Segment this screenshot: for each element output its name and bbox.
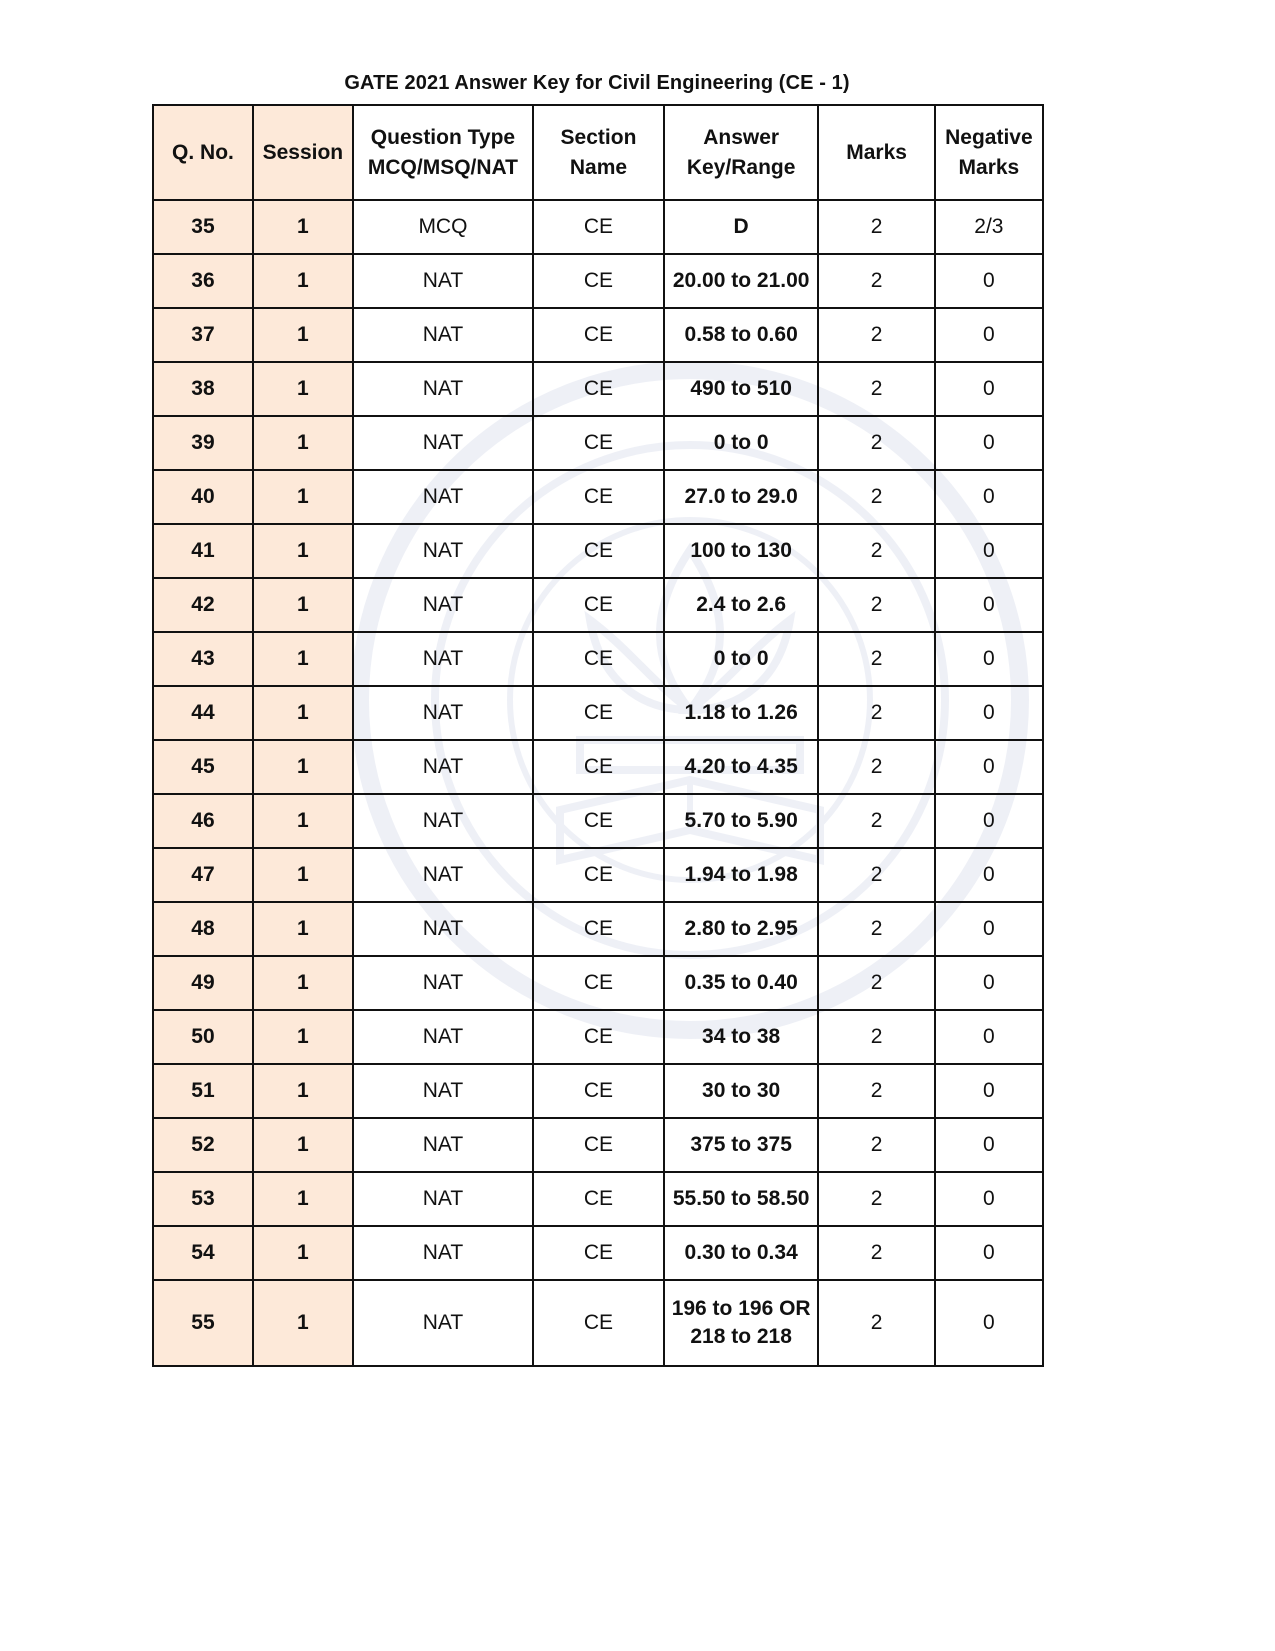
cell-negative-marks: 0 (935, 1118, 1043, 1172)
cell-session: 1 (253, 254, 353, 308)
cell-question-type: NAT (353, 308, 533, 362)
cell-question-type: NAT (353, 1010, 533, 1064)
cell-answer: 2.80 to 2.95 (664, 902, 819, 956)
cell-marks: 2 (818, 902, 934, 956)
cell-section-name: CE (533, 1226, 664, 1280)
cell-marks: 2 (818, 794, 934, 848)
cell-qno: 53 (153, 1172, 253, 1226)
cell-answer: 2.4 to 2.6 (664, 578, 819, 632)
cell-section-name: CE (533, 524, 664, 578)
cell-session: 1 (253, 794, 353, 848)
cell-question-type: NAT (353, 578, 533, 632)
cell-marks: 2 (818, 308, 934, 362)
cell-question-type: NAT (353, 632, 533, 686)
cell-question-type: NAT (353, 416, 533, 470)
cell-answer: 0 to 0 (664, 416, 819, 470)
cell-answer: 27.0 to 29.0 (664, 470, 819, 524)
cell-marks: 2 (818, 740, 934, 794)
cell-session: 1 (253, 848, 353, 902)
cell-question-type: NAT (353, 1280, 533, 1366)
cell-qno: 52 (153, 1118, 253, 1172)
cell-answer: 4.20 to 4.35 (664, 740, 819, 794)
cell-answer: D (664, 200, 819, 254)
table-row (153, 578, 1043, 632)
cell-session: 1 (253, 470, 353, 524)
cell-marks: 2 (818, 524, 934, 578)
cell-negative-marks: 0 (935, 524, 1043, 578)
cell-negative-marks: 0 (935, 902, 1043, 956)
cell-negative-marks: 0 (935, 1172, 1043, 1226)
table-row (153, 1064, 1043, 1118)
cell-negative-marks: 0 (935, 848, 1043, 902)
cell-session: 1 (253, 632, 353, 686)
cell-section-name: CE (533, 578, 664, 632)
cell-session: 1 (253, 1280, 353, 1366)
cell-negative-marks: 0 (935, 362, 1043, 416)
cell-answer: 30 to 30 (664, 1064, 819, 1118)
cell-question-type: NAT (353, 470, 533, 524)
header-marks: Marks (818, 105, 934, 200)
cell-session: 1 (253, 1226, 353, 1280)
cell-negative-marks: 0 (935, 956, 1043, 1010)
cell-negative-marks: 0 (935, 416, 1043, 470)
cell-answer: 100 to 130 (664, 524, 819, 578)
cell-marks: 2 (818, 1118, 934, 1172)
cell-section-name: CE (533, 632, 664, 686)
cell-qno: 47 (153, 848, 253, 902)
cell-section-name: CE (533, 1064, 664, 1118)
header-section-name: Section Name (533, 105, 664, 200)
cell-answer: 0 to 0 (664, 632, 819, 686)
cell-answer: 490 to 510 (664, 362, 819, 416)
cell-answer: 34 to 38 (664, 1010, 819, 1064)
cell-section-name: CE (533, 308, 664, 362)
cell-marks: 2 (818, 1172, 934, 1226)
cell-qno: 43 (153, 632, 253, 686)
header-question-type: Question Type MCQ/MSQ/NAT (353, 105, 533, 200)
cell-question-type: NAT (353, 740, 533, 794)
table-row (153, 524, 1043, 578)
cell-answer: 375 to 375 (664, 1118, 819, 1172)
cell-negative-marks: 0 (935, 794, 1043, 848)
cell-question-type: NAT (353, 1064, 533, 1118)
cell-answer: 55.50 to 58.50 (664, 1172, 819, 1226)
cell-marks: 2 (818, 1226, 934, 1280)
cell-marks: 2 (818, 416, 934, 470)
cell-qno: 49 (153, 956, 253, 1010)
cell-qno: 44 (153, 686, 253, 740)
cell-section-name: CE (533, 902, 664, 956)
cell-qno: 37 (153, 308, 253, 362)
cell-marks: 2 (818, 1010, 934, 1064)
table-row (153, 416, 1043, 470)
cell-section-name: CE (533, 470, 664, 524)
header-negative-marks: Negative Marks (935, 105, 1043, 200)
table-row (153, 902, 1043, 956)
cell-session: 1 (253, 956, 353, 1010)
table-row (153, 794, 1043, 848)
cell-marks: 2 (818, 956, 934, 1010)
cell-session: 1 (253, 1118, 353, 1172)
cell-qno: 54 (153, 1226, 253, 1280)
cell-question-type: NAT (353, 1118, 533, 1172)
cell-answer: 0.35 to 0.40 (664, 956, 819, 1010)
cell-session: 1 (253, 416, 353, 470)
cell-answer: 20.00 to 21.00 (664, 254, 819, 308)
cell-section-name: CE (533, 1172, 664, 1226)
cell-negative-marks: 0 (935, 740, 1043, 794)
cell-qno: 46 (153, 794, 253, 848)
cell-question-type: NAT (353, 1226, 533, 1280)
table-row (153, 308, 1043, 362)
table-row (153, 200, 1043, 254)
cell-negative-marks: 0 (935, 1010, 1043, 1064)
cell-question-type: NAT (353, 686, 533, 740)
cell-qno: 55 (153, 1280, 253, 1366)
cell-marks: 2 (818, 632, 934, 686)
cell-qno: 35 (153, 200, 253, 254)
cell-qno: 51 (153, 1064, 253, 1118)
cell-section-name: CE (533, 848, 664, 902)
cell-negative-marks: 0 (935, 254, 1043, 308)
cell-marks: 2 (818, 1280, 934, 1366)
cell-session: 1 (253, 524, 353, 578)
cell-qno: 45 (153, 740, 253, 794)
cell-section-name: CE (533, 200, 664, 254)
table-header-row (153, 105, 1043, 200)
cell-section-name: CE (533, 254, 664, 308)
cell-marks: 2 (818, 1064, 934, 1118)
cell-answer: 0.30 to 0.34 (664, 1226, 819, 1280)
cell-question-type: NAT (353, 794, 533, 848)
cell-section-name: CE (533, 416, 664, 470)
cell-answer: 5.70 to 5.90 (664, 794, 819, 848)
cell-answer: 0.58 to 0.60 (664, 308, 819, 362)
cell-question-type: NAT (353, 254, 533, 308)
cell-question-type: NAT (353, 524, 533, 578)
cell-question-type: NAT (353, 902, 533, 956)
cell-negative-marks: 0 (935, 308, 1043, 362)
cell-question-type: NAT (353, 362, 533, 416)
cell-marks: 2 (818, 848, 934, 902)
cell-session: 1 (253, 362, 353, 416)
cell-section-name: CE (533, 794, 664, 848)
cell-qno: 48 (153, 902, 253, 956)
cell-question-type: NAT (353, 848, 533, 902)
cell-qno: 39 (153, 416, 253, 470)
cell-session: 1 (253, 740, 353, 794)
cell-marks: 2 (818, 686, 934, 740)
cell-negative-marks: 0 (935, 686, 1043, 740)
cell-session: 1 (253, 1172, 353, 1226)
cell-marks: 2 (818, 200, 934, 254)
cell-answer: 1.94 to 1.98 (664, 848, 819, 902)
cell-question-type: NAT (353, 1172, 533, 1226)
cell-qno: 38 (153, 362, 253, 416)
cell-marks: 2 (818, 362, 934, 416)
table-row (153, 254, 1043, 308)
cell-negative-marks: 0 (935, 470, 1043, 524)
table-row (153, 1118, 1043, 1172)
cell-section-name: CE (533, 1118, 664, 1172)
table-row (153, 956, 1043, 1010)
cell-negative-marks: 0 (935, 1226, 1043, 1280)
header-session: Session (253, 105, 353, 200)
cell-marks: 2 (818, 578, 934, 632)
header-answer-key: Answer Key/Range (664, 105, 819, 200)
cell-session: 1 (253, 200, 353, 254)
table-row (153, 1172, 1043, 1226)
table-row (153, 470, 1043, 524)
cell-question-type: NAT (353, 956, 533, 1010)
cell-session: 1 (253, 902, 353, 956)
table-body (153, 200, 1043, 1366)
cell-answer: 1.18 to 1.26 (664, 686, 819, 740)
answer-key-table (152, 104, 1044, 1367)
cell-qno: 50 (153, 1010, 253, 1064)
cell-question-type: MCQ (353, 200, 533, 254)
cell-answer: 196 to 196 OR 218 to 218 (664, 1280, 819, 1366)
header-qno: Q. No. (153, 105, 253, 200)
cell-negative-marks: 0 (935, 578, 1043, 632)
cell-qno: 40 (153, 470, 253, 524)
cell-section-name: CE (533, 1280, 664, 1366)
cell-negative-marks: 0 (935, 1280, 1043, 1366)
cell-negative-marks: 2/3 (935, 200, 1043, 254)
cell-session: 1 (253, 578, 353, 632)
cell-session: 1 (253, 1010, 353, 1064)
cell-marks: 2 (818, 254, 934, 308)
cell-section-name: CE (533, 740, 664, 794)
table-row (153, 632, 1043, 686)
cell-section-name: CE (533, 686, 664, 740)
cell-qno: 41 (153, 524, 253, 578)
cell-negative-marks: 0 (935, 1064, 1043, 1118)
table-row (153, 1226, 1043, 1280)
cell-section-name: CE (533, 362, 664, 416)
cell-session: 1 (253, 1064, 353, 1118)
cell-section-name: CE (533, 956, 664, 1010)
cell-qno: 42 (153, 578, 253, 632)
cell-section-name: CE (533, 1010, 664, 1064)
table-row (153, 686, 1043, 740)
document-title: GATE 2021 Answer Key for Civil Engineering (CE - 1) (344, 72, 850, 94)
cell-session: 1 (253, 686, 353, 740)
cell-session: 1 (253, 308, 353, 362)
cell-marks: 2 (818, 470, 934, 524)
cell-qno: 36 (153, 254, 253, 308)
table-row (153, 1280, 1043, 1366)
table-row (153, 1010, 1043, 1064)
cell-negative-marks: 0 (935, 632, 1043, 686)
table-row (153, 362, 1043, 416)
table-row (153, 848, 1043, 902)
table-row (153, 740, 1043, 794)
